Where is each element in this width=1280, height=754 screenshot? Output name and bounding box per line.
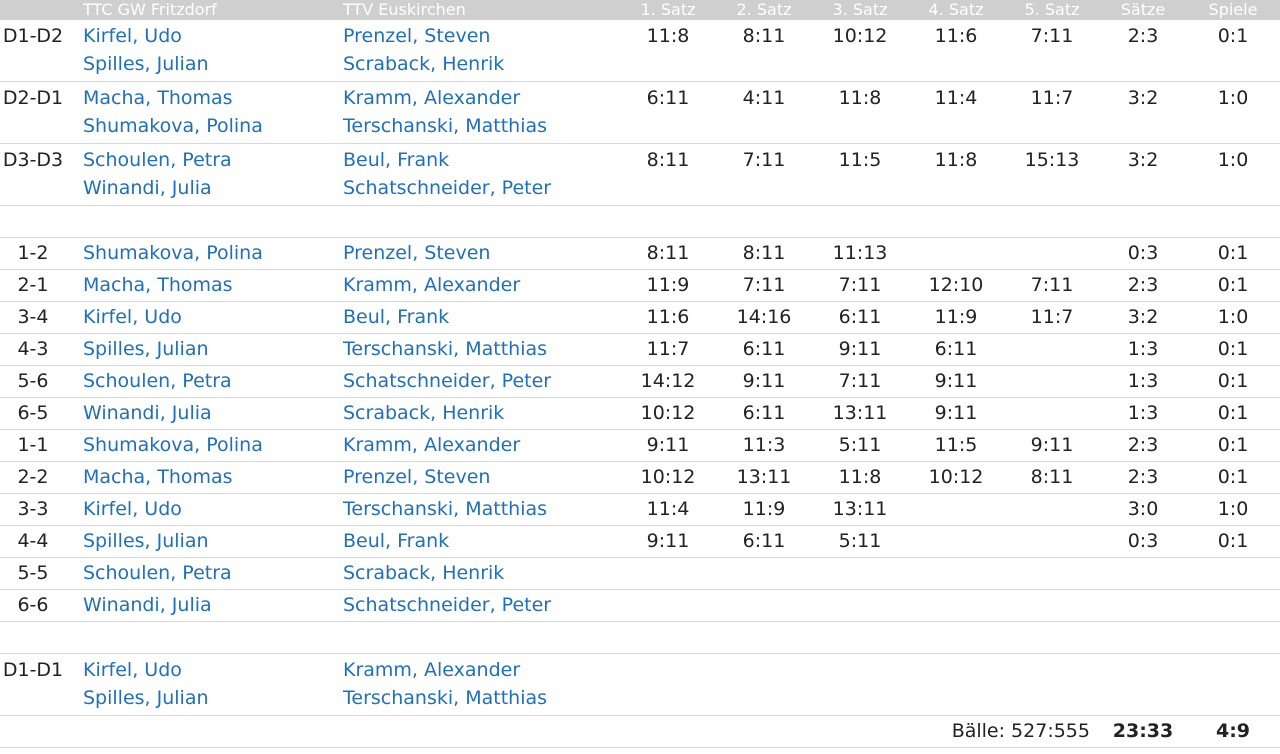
singles-row	[0, 398, 1280, 430]
singles-row	[0, 302, 1280, 334]
home-player	[70, 398, 330, 430]
set-score-5	[1004, 238, 1100, 270]
guest-pair	[330, 20, 620, 82]
home-player	[70, 366, 330, 398]
set-score-3	[812, 654, 908, 716]
guest-player-link[interactable]: Beul, Frank	[343, 306, 450, 328]
saetze-score: 0:3	[1100, 526, 1186, 558]
match-position: 1-1	[0, 430, 70, 462]
guest-player-link[interactable]: Beul, Frank	[343, 149, 450, 171]
guest-player	[330, 398, 620, 430]
set-score-4: 9:11	[908, 398, 1004, 430]
singles-row	[0, 270, 1280, 302]
set-score-5: 7:11	[1004, 270, 1100, 302]
set-score-5	[1004, 334, 1100, 366]
guest-player-link[interactable]: Scraback, Henrik	[343, 562, 505, 584]
saetze-score: 3:2	[1100, 82, 1186, 144]
guest-player-link[interactable]: Kramm, Alexander	[343, 87, 521, 109]
saetze-score: 3:0	[1100, 494, 1186, 526]
guest-player	[330, 462, 620, 494]
set-score-1	[620, 558, 716, 590]
home-pair	[70, 20, 330, 82]
home-player-link[interactable]: Schoulen, Petra	[83, 149, 232, 171]
set-score-5	[1004, 494, 1100, 526]
home-player-link[interactable]: Spilles, Julian	[83, 530, 209, 552]
set-score-5	[1004, 590, 1100, 622]
guest-player-link[interactable]: Terschanski, Matthias	[343, 687, 548, 709]
spiele-score: 0:1	[1186, 20, 1280, 82]
home-player	[70, 590, 330, 622]
guest-player-link[interactable]: Prenzel, Steven	[343, 466, 491, 488]
saetze-score: 2:3	[1100, 462, 1186, 494]
saetze-score: 3:2	[1100, 302, 1186, 334]
match-position: 4-3	[0, 334, 70, 366]
header-set-2: 2. Satz	[736, 0, 792, 19]
spiele-score: 1:0	[1186, 302, 1280, 334]
spiele-score	[1186, 654, 1280, 716]
set-score-5: 9:11	[1004, 430, 1100, 462]
set-score-3: 5:11	[812, 430, 908, 462]
home-player	[70, 526, 330, 558]
guest-player-link[interactable]: Terschanski, Matthias	[343, 115, 548, 137]
guest-player-link[interactable]: Prenzel, Steven	[343, 242, 491, 264]
spiele-score: 1:0	[1186, 494, 1280, 526]
spiele-score: 0:1	[1186, 430, 1280, 462]
set-score-2: 6:11	[716, 398, 812, 430]
saetze-score: 2:3	[1100, 20, 1186, 82]
spacer-row	[0, 622, 1280, 654]
singles-row	[0, 590, 1280, 622]
set-score-4: 11:8	[908, 144, 1004, 206]
set-score-2	[716, 654, 812, 716]
guest-player-link[interactable]: Schatschneider, Peter	[343, 594, 552, 616]
set-score-2: 11:9	[716, 494, 812, 526]
guest-player	[330, 526, 620, 558]
match-position: 1-2	[0, 238, 70, 270]
saetze-score: 0:3	[1100, 238, 1186, 270]
spiele-score: 0:1	[1186, 366, 1280, 398]
total-saetze: 23:33	[1100, 716, 1186, 748]
guest-player-link[interactable]: Prenzel, Steven	[343, 25, 491, 47]
home-player	[70, 334, 330, 366]
spiele-score: 0:1	[1186, 270, 1280, 302]
guest-pair	[330, 144, 620, 206]
set-score-2: 13:11	[716, 462, 812, 494]
home-player-link[interactable]: Shumakova, Polina	[83, 115, 263, 137]
saetze-score: 2:3	[1100, 270, 1186, 302]
set-score-1: 6:11	[620, 82, 716, 144]
doubles-row	[0, 144, 1280, 206]
doubles-row	[0, 654, 1280, 716]
guest-player	[330, 590, 620, 622]
set-score-3: 6:11	[812, 302, 908, 334]
spiele-score: 0:1	[1186, 334, 1280, 366]
set-score-3: 11:8	[812, 462, 908, 494]
home-player	[70, 238, 330, 270]
set-score-2: 11:3	[716, 430, 812, 462]
total-balls: Bälle: 527:555	[0, 716, 1100, 748]
match-position: 2-2	[0, 462, 70, 494]
home-player-link[interactable]: Winandi, Julia	[83, 594, 212, 616]
singles-row	[0, 430, 1280, 462]
doubles-row	[0, 20, 1280, 82]
set-score-4: 10:12	[908, 462, 1004, 494]
guest-player	[330, 270, 620, 302]
set-score-3	[812, 558, 908, 590]
set-score-3: 13:11	[812, 398, 908, 430]
home-player-link[interactable]: Schoulen, Petra	[83, 370, 232, 392]
spiele-score: 1:0	[1186, 144, 1280, 206]
set-score-4: 12:10	[908, 270, 1004, 302]
home-pair	[70, 654, 330, 716]
singles-row	[0, 494, 1280, 526]
set-score-1	[620, 654, 716, 716]
home-player-link[interactable]: Kirfel, Udo	[83, 659, 182, 681]
guest-player	[330, 302, 620, 334]
header-set-4: 4. Satz	[928, 0, 984, 19]
set-score-2: 9:11	[716, 366, 812, 398]
match-position: 6-6	[0, 590, 70, 622]
spiele-score: 0:1	[1186, 238, 1280, 270]
guest-player	[330, 238, 620, 270]
set-score-2	[716, 558, 812, 590]
guest-player-link[interactable]: Schatschneider, Peter	[343, 370, 552, 392]
set-score-4: 11:6	[908, 20, 1004, 82]
totals-row	[0, 716, 1280, 748]
header-guest-team: TTV Euskirchen	[343, 0, 466, 19]
match-position: 2-1	[0, 270, 70, 302]
set-score-5	[1004, 654, 1100, 716]
home-player	[70, 302, 330, 334]
singles-row	[0, 238, 1280, 270]
set-score-1	[620, 590, 716, 622]
spiele-score: 1:0	[1186, 82, 1280, 144]
set-score-1: 8:11	[620, 144, 716, 206]
set-score-4	[908, 238, 1004, 270]
singles-row	[0, 526, 1280, 558]
set-score-1: 11:7	[620, 334, 716, 366]
set-score-3	[812, 590, 908, 622]
guest-player-link[interactable]: Terschanski, Matthias	[343, 338, 548, 360]
guest-player	[330, 334, 620, 366]
set-score-3: 11:13	[812, 238, 908, 270]
doubles-row	[0, 82, 1280, 144]
match-position: 6-5	[0, 398, 70, 430]
set-score-1: 10:12	[620, 462, 716, 494]
set-score-4	[908, 526, 1004, 558]
guest-player-link[interactable]: Scraback, Henrik	[343, 402, 505, 424]
guest-player-link[interactable]: Schatschneider, Peter	[343, 177, 552, 199]
home-pair	[70, 82, 330, 144]
set-score-2	[716, 590, 812, 622]
spiele-score	[1186, 558, 1280, 590]
singles-row	[0, 334, 1280, 366]
match-position: D1-D2	[0, 20, 70, 82]
set-score-3: 13:11	[812, 494, 908, 526]
set-score-5: 7:11	[1004, 20, 1100, 82]
match-position: 4-4	[0, 526, 70, 558]
home-player-link[interactable]: Kirfel, Udo	[83, 306, 182, 328]
table-header-row	[0, 0, 1280, 20]
total-spiele: 4:9	[1186, 716, 1280, 748]
match-position: D1-D1	[0, 654, 70, 716]
home-player-link[interactable]: Shumakova, Polina	[83, 242, 263, 264]
set-score-3: 9:11	[812, 334, 908, 366]
set-score-2: 7:11	[716, 144, 812, 206]
saetze-score: 1:3	[1100, 398, 1186, 430]
set-score-2: 4:11	[716, 82, 812, 144]
spacer-row	[0, 206, 1280, 238]
set-score-4	[908, 590, 1004, 622]
match-position: 3-3	[0, 494, 70, 526]
home-player	[70, 430, 330, 462]
home-player-link[interactable]: Schoulen, Petra	[83, 562, 232, 584]
match-position: D2-D1	[0, 82, 70, 144]
set-score-5	[1004, 366, 1100, 398]
saetze-score	[1100, 590, 1186, 622]
home-player	[70, 558, 330, 590]
header-pos	[0, 0, 70, 20]
home-player-link[interactable]: Macha, Thomas	[83, 274, 233, 296]
spacer-cell	[0, 622, 1280, 654]
set-score-3: 7:11	[812, 366, 908, 398]
set-score-4	[908, 558, 1004, 590]
home-player-link[interactable]: Shumakova, Polina	[83, 434, 263, 456]
guest-pair	[330, 654, 620, 716]
guest-player	[330, 494, 620, 526]
match-position: 5-5	[0, 558, 70, 590]
guest-player	[330, 558, 620, 590]
home-player-link[interactable]: Spilles, Julian	[83, 687, 209, 709]
home-player-link[interactable]: Macha, Thomas	[83, 87, 233, 109]
set-score-4	[908, 654, 1004, 716]
guest-player-link[interactable]: Kramm, Alexander	[343, 274, 521, 296]
home-player-link[interactable]: Macha, Thomas	[83, 466, 233, 488]
home-pair	[70, 144, 330, 206]
header-set-5: 5. Satz	[1024, 0, 1080, 19]
spiele-score: 0:1	[1186, 462, 1280, 494]
set-score-2: 8:11	[716, 238, 812, 270]
spacer-cell	[0, 206, 1280, 238]
home-player-link[interactable]: Kirfel, Udo	[83, 25, 182, 47]
set-score-3: 11:5	[812, 144, 908, 206]
match-position: 5-6	[0, 366, 70, 398]
header-saetze: Sätze	[1120, 0, 1166, 19]
home-player-link[interactable]: Spilles, Julian	[83, 338, 209, 360]
set-score-1: 14:12	[620, 366, 716, 398]
set-score-3: 10:12	[812, 20, 908, 82]
set-score-1: 8:11	[620, 238, 716, 270]
guest-player	[330, 430, 620, 462]
saetze-score	[1100, 558, 1186, 590]
set-score-3: 11:8	[812, 82, 908, 144]
guest-player-link[interactable]: Terschanski, Matthias	[343, 498, 548, 520]
set-score-2: 8:11	[716, 20, 812, 82]
singles-row	[0, 366, 1280, 398]
saetze-score: 2:3	[1100, 430, 1186, 462]
set-score-4: 9:11	[908, 366, 1004, 398]
guest-player-link[interactable]: Scraback, Henrik	[343, 53, 505, 75]
set-score-1: 11:6	[620, 302, 716, 334]
set-score-5: 11:7	[1004, 82, 1100, 144]
set-score-1: 11:8	[620, 20, 716, 82]
header-set-1: 1. Satz	[640, 0, 696, 19]
singles-row	[0, 558, 1280, 590]
set-score-4: 11:5	[908, 430, 1004, 462]
spiele-score: 0:1	[1186, 398, 1280, 430]
header-set-3: 3. Satz	[832, 0, 888, 19]
set-score-3: 5:11	[812, 526, 908, 558]
set-score-5: 11:7	[1004, 302, 1100, 334]
set-score-2: 6:11	[716, 334, 812, 366]
home-player-link[interactable]: Kirfel, Udo	[83, 498, 182, 520]
header-home-team: TTC GW Fritzdorf	[83, 0, 217, 19]
home-player	[70, 462, 330, 494]
home-player	[70, 270, 330, 302]
spiele-score: 0:1	[1186, 526, 1280, 558]
home-player-link[interactable]: Winandi, Julia	[83, 177, 212, 199]
set-score-2: 6:11	[716, 526, 812, 558]
spiele-score	[1186, 590, 1280, 622]
match-position: D3-D3	[0, 144, 70, 206]
saetze-score	[1100, 654, 1186, 716]
set-score-1: 10:12	[620, 398, 716, 430]
home-player	[70, 494, 330, 526]
home-player-link[interactable]: Winandi, Julia	[83, 402, 212, 424]
guest-pair	[330, 82, 620, 144]
match-position: 3-4	[0, 302, 70, 334]
guest-player-link[interactable]: Kramm, Alexander	[343, 434, 521, 456]
set-score-4: 6:11	[908, 334, 1004, 366]
set-score-5	[1004, 558, 1100, 590]
set-score-1: 9:11	[620, 430, 716, 462]
set-score-1: 11:9	[620, 270, 716, 302]
set-score-2: 14:16	[716, 302, 812, 334]
set-score-4: 11:9	[908, 302, 1004, 334]
set-score-5: 15:13	[1004, 144, 1100, 206]
set-score-5	[1004, 398, 1100, 430]
home-player-link[interactable]: Spilles, Julian	[83, 53, 209, 75]
set-score-1: 11:4	[620, 494, 716, 526]
set-score-4	[908, 494, 1004, 526]
set-score-2: 7:11	[716, 270, 812, 302]
saetze-score: 1:3	[1100, 334, 1186, 366]
guest-player	[330, 366, 620, 398]
set-score-5	[1004, 526, 1100, 558]
guest-player-link[interactable]: Beul, Frank	[343, 530, 450, 552]
header-spiele: Spiele	[1208, 0, 1258, 19]
set-score-5: 8:11	[1004, 462, 1100, 494]
singles-row	[0, 462, 1280, 494]
guest-player-link[interactable]: Kramm, Alexander	[343, 659, 521, 681]
set-score-3: 7:11	[812, 270, 908, 302]
set-score-4: 11:4	[908, 82, 1004, 144]
set-score-1: 9:11	[620, 526, 716, 558]
saetze-score: 1:3	[1100, 366, 1186, 398]
saetze-score: 3:2	[1100, 144, 1186, 206]
